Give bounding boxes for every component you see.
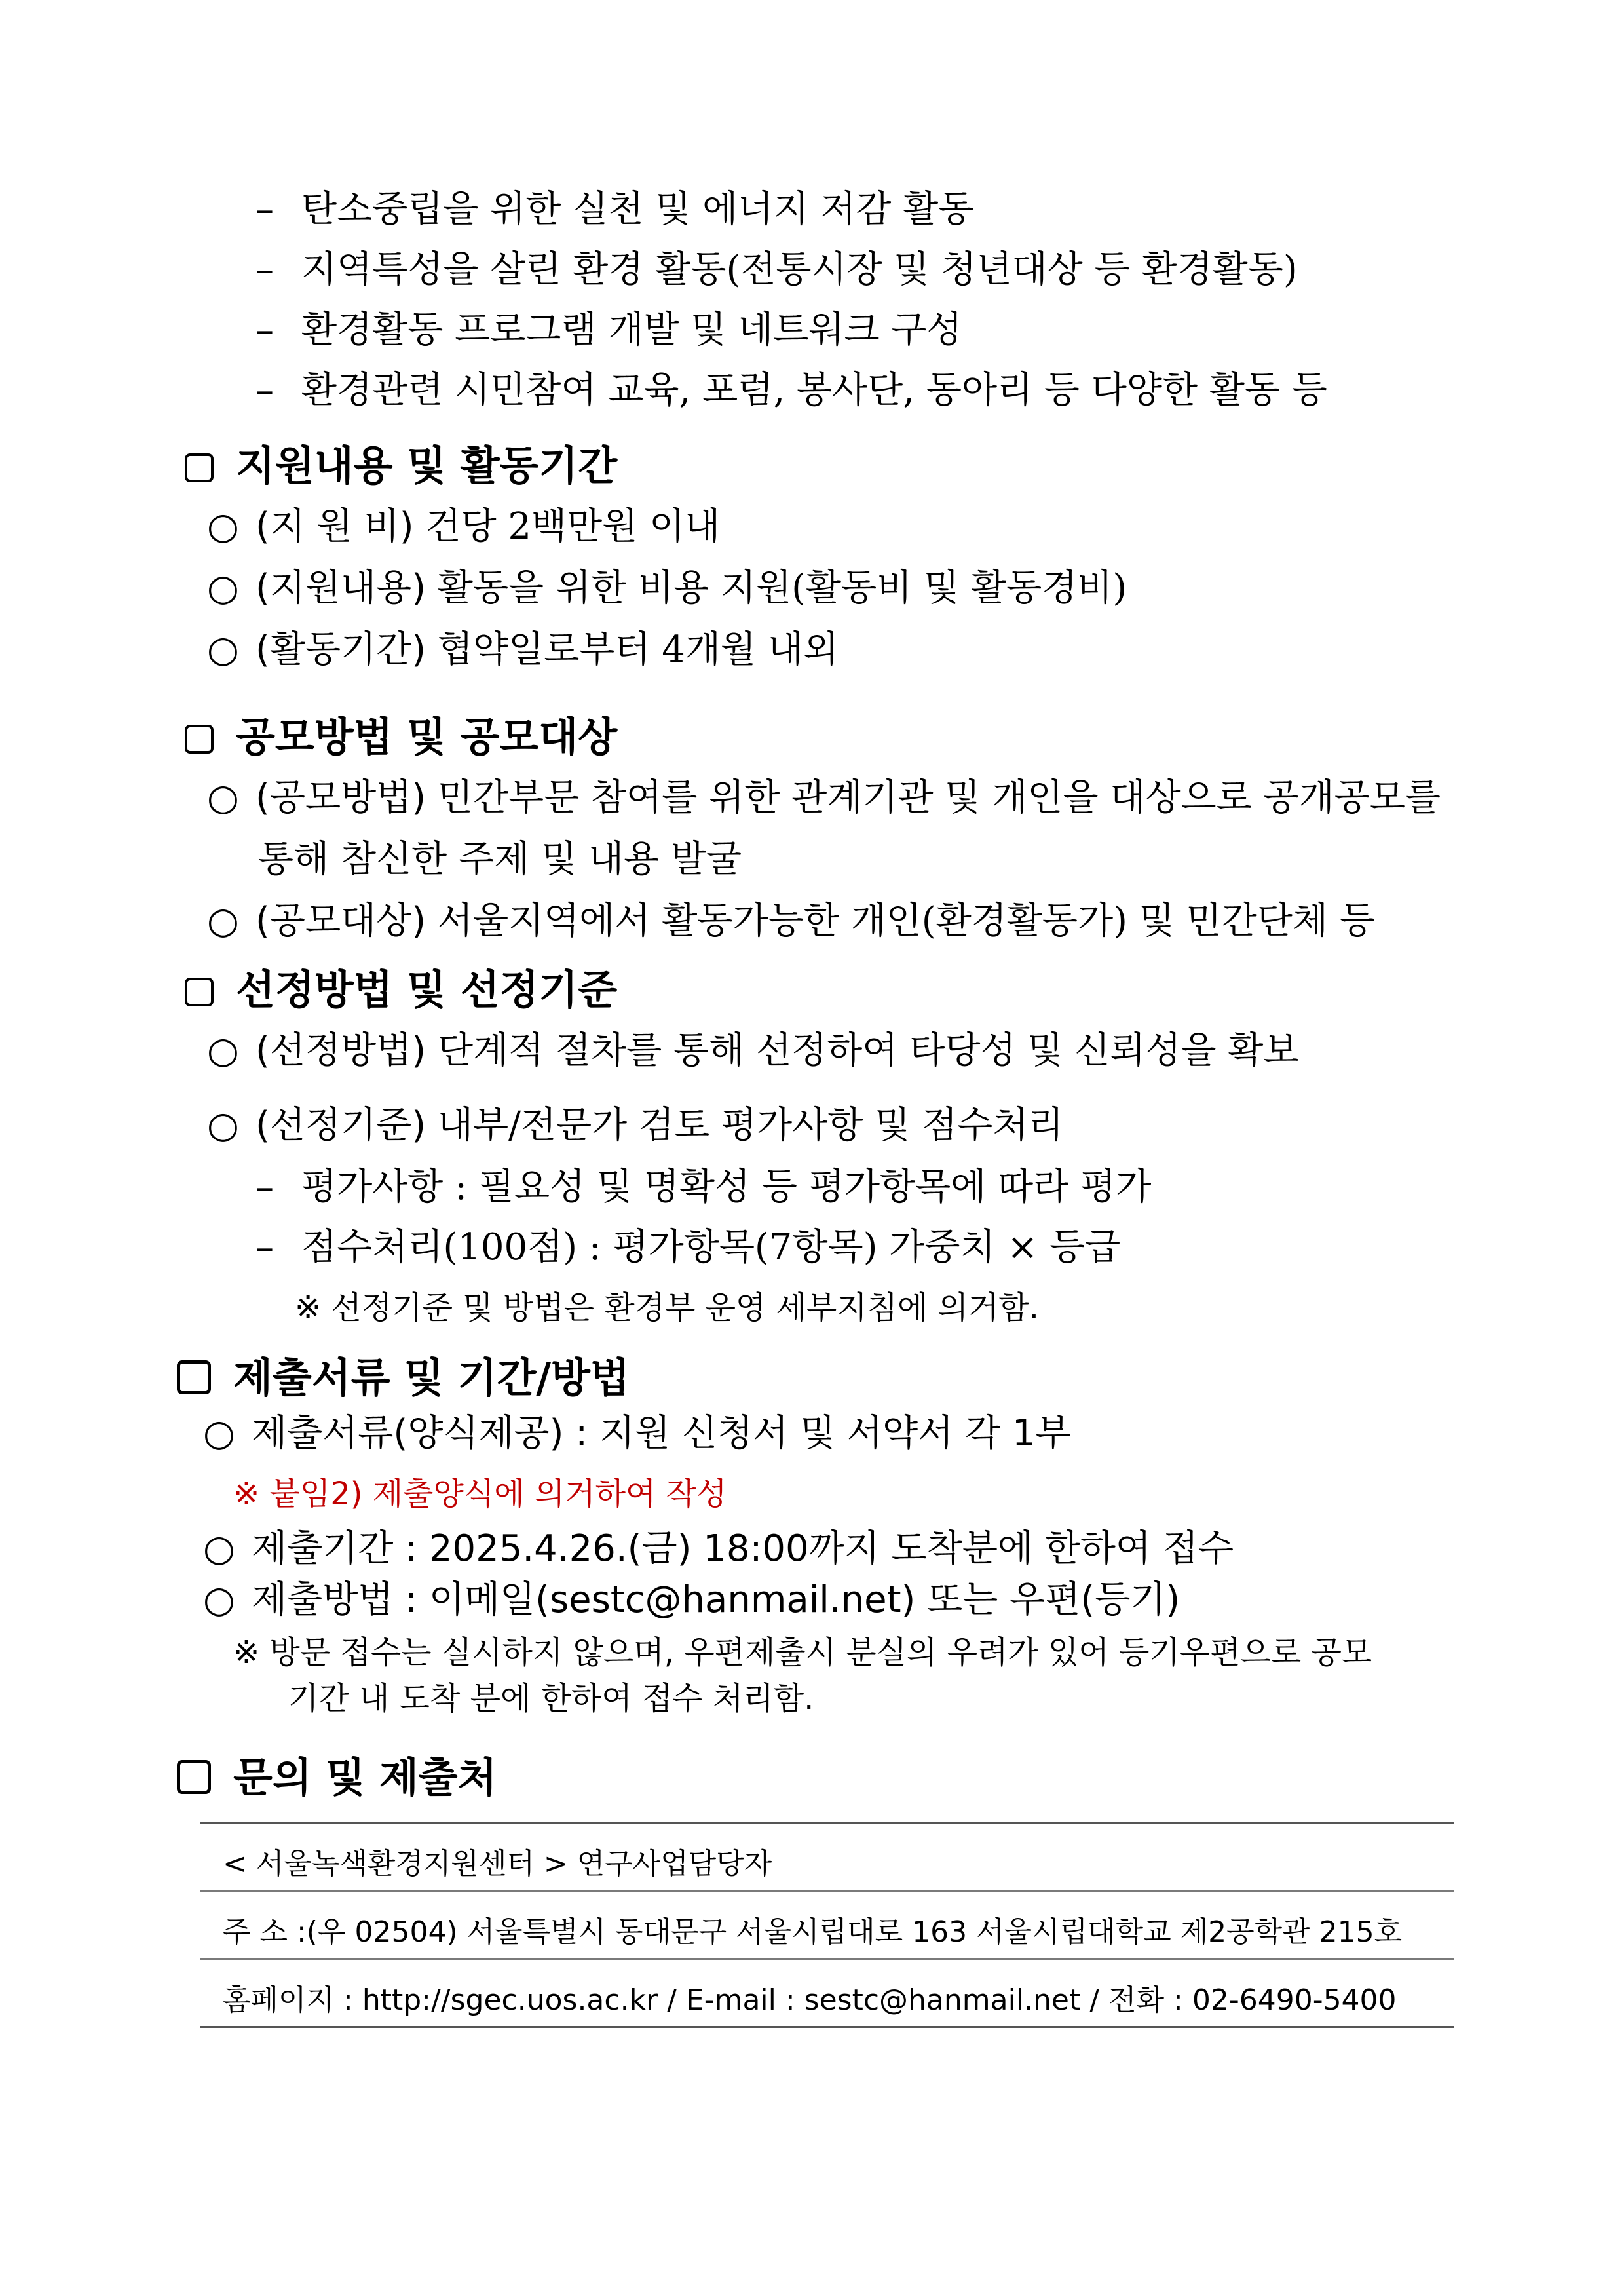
circle-bullet-icon: ○ [207, 1029, 239, 1072]
table-rule-top [200, 1822, 1454, 1824]
support-item-1 [207, 505, 721, 548]
dash-marker: – [255, 309, 274, 351]
circle-bullet-icon: ○ [203, 1527, 235, 1570]
selection-note [295, 1292, 1039, 1324]
item-label: (선정기준) [255, 1104, 426, 1147]
item-label: (선정방법) [255, 1029, 426, 1072]
checkbox-square-icon [177, 1360, 211, 1394]
section-heading-method [185, 713, 618, 761]
bullet-line-3 [255, 309, 962, 351]
submit-period [203, 1527, 1234, 1570]
section-heading-contact [177, 1753, 497, 1801]
checkbox-square-icon [177, 1760, 211, 1794]
support-item-2 [207, 567, 1127, 609]
sub-text: 평가사항 : 필요성 및 명확성 등 평가항목에 따라 평가 [301, 1166, 1152, 1208]
dash-marker: – [255, 1166, 274, 1208]
section-heading-submit [177, 1354, 630, 1402]
section-title: 선정방법 및 선정기준 [236, 966, 618, 1014]
table-rule [200, 1890, 1454, 1892]
circle-bullet-icon: ○ [207, 776, 239, 819]
note-marker-icon: ※ [233, 1476, 260, 1512]
note-text: 방문 접수는 실시하지 않으며, 우편제출시 분실의 우려가 있어 등기우편으로 공모 [269, 1634, 1372, 1671]
circle-bullet-icon: ○ [207, 567, 239, 609]
submit-docs [203, 1412, 1071, 1455]
circle-bullet-icon: ○ [207, 1104, 239, 1147]
dash-marker: – [255, 1226, 274, 1269]
bullet-text: 탄소중립을 위한 실천 및 에너지 저감 활동 [301, 188, 974, 231]
contact-web: 홈페이지 : http://sgec.uos.ac.kr / E-mail : sestc@hanmail.net / 전화 : 02-6490-5400 [223, 1983, 1397, 2017]
sub-text: 점수처리(100점) : 평가항목(7항목) 가중치 × 등급 [301, 1226, 1121, 1269]
support-item-3 [207, 628, 839, 671]
note-text: 선정기준 및 방법은 환경부 운영 세부지침에 의거함. [331, 1290, 1040, 1326]
circle-bullet-icon: ○ [207, 628, 239, 671]
checkbox-square-icon [185, 725, 214, 754]
bullet-text: 지역특성을 살린 환경 활동(전통시장 및 청년대상 등 환경활동) [301, 248, 1298, 291]
item-label: (공모대상) [255, 900, 426, 942]
bullet-line-4 [255, 369, 1328, 411]
item-label: (활동기간) [255, 628, 426, 671]
section-title: 제출서류 및 기간/방법 [233, 1354, 630, 1402]
section-title: 문의 및 제출처 [233, 1753, 497, 1801]
item-text: 내부/전문가 검토 평가사항 및 점수처리 [437, 1104, 1064, 1147]
section-heading-selection [185, 966, 618, 1014]
item-label: (공모방법) [255, 776, 426, 819]
item-label: (지 원 비) [255, 505, 414, 548]
selection-item-1 [207, 1029, 1299, 1072]
method-text: 제출방법 : 이메일(sestc@hanmail.net) 또는 우편(등기) [252, 1578, 1180, 1621]
selection-sub-2 [255, 1226, 1121, 1269]
method-item-1-cont: 통해 참신한 주제 및 내용 발굴 [258, 838, 742, 881]
table-rule-bottom [200, 2026, 1454, 2028]
circle-bullet-icon: ○ [203, 1578, 235, 1621]
method-item-1 [207, 776, 1441, 819]
note-marker-icon: ※ [233, 1634, 260, 1671]
submit-docs-note [233, 1478, 727, 1510]
note-text: 붙임2) 제출양식에 의거하여 작성 [269, 1476, 727, 1512]
section-heading-support [185, 442, 618, 489]
contact-address: 주 소 :(우 02504) 서울특별시 동대문구 서울시립대로 163 서울시립대학교 제2공학관 215호 [223, 1915, 1403, 1949]
item-text: 단계적 절차를 통해 선정하여 타당성 및 신뢰성을 확보 [437, 1029, 1299, 1072]
contact-org: < 서울녹색환경지원센터 > 연구사업담당자 [223, 1847, 772, 1881]
item-text: 활동을 위한 비용 지원(활동비 및 활동경비) [437, 567, 1127, 609]
checkbox-square-icon [185, 978, 214, 1006]
docs-text: 제출서류(양식제공) : 지원 신청서 및 서약서 각 1부 [252, 1412, 1071, 1455]
method-item-2 [207, 900, 1375, 942]
note-marker-icon: ※ [295, 1290, 322, 1326]
item-label: (지원내용) [255, 567, 426, 609]
bullet-text: 환경관련 시민참여 교육, 포럼, 봉사단, 동아리 등 다양한 활동 등 [301, 369, 1328, 411]
dash-marker: – [255, 188, 274, 231]
table-rule [200, 1958, 1454, 1960]
circle-bullet-icon: ○ [207, 900, 239, 942]
dash-marker: – [255, 248, 274, 291]
bullet-text: 환경활동 프로그램 개발 및 네트워크 구성 [301, 309, 962, 351]
item-text: 협약일로부터 4개월 내외 [437, 628, 839, 671]
item-text: 건당 2백만원 이내 [425, 505, 721, 548]
section-title: 공모방법 및 공모대상 [236, 713, 618, 761]
section-title: 지원내용 및 활동기간 [236, 442, 618, 489]
bullet-line-1 [255, 188, 974, 231]
period-text: 제출기간 : 2025.4.26.(금) 18:00까지 도착분에 한하여 접수 [252, 1527, 1234, 1570]
selection-sub-1 [255, 1166, 1152, 1208]
circle-bullet-icon: ○ [207, 505, 239, 548]
selection-item-2 [207, 1104, 1064, 1147]
checkbox-square-icon [185, 453, 214, 482]
submit-method [203, 1578, 1180, 1621]
item-text: 서울지역에서 활동가능한 개인(환경활동가) 및 민간단체 등 [437, 900, 1375, 942]
submit-method-note [233, 1634, 1372, 1671]
bullet-line-2 [255, 248, 1298, 291]
circle-bullet-icon: ○ [203, 1412, 235, 1455]
item-text: 민간부문 참여를 위한 관계기관 및 개인을 대상으로 공개공모를 [437, 776, 1441, 819]
dash-marker: – [255, 369, 274, 411]
submit-method-note-cont: 기간 내 도착 분에 한하여 접수 처리함. [288, 1680, 814, 1717]
